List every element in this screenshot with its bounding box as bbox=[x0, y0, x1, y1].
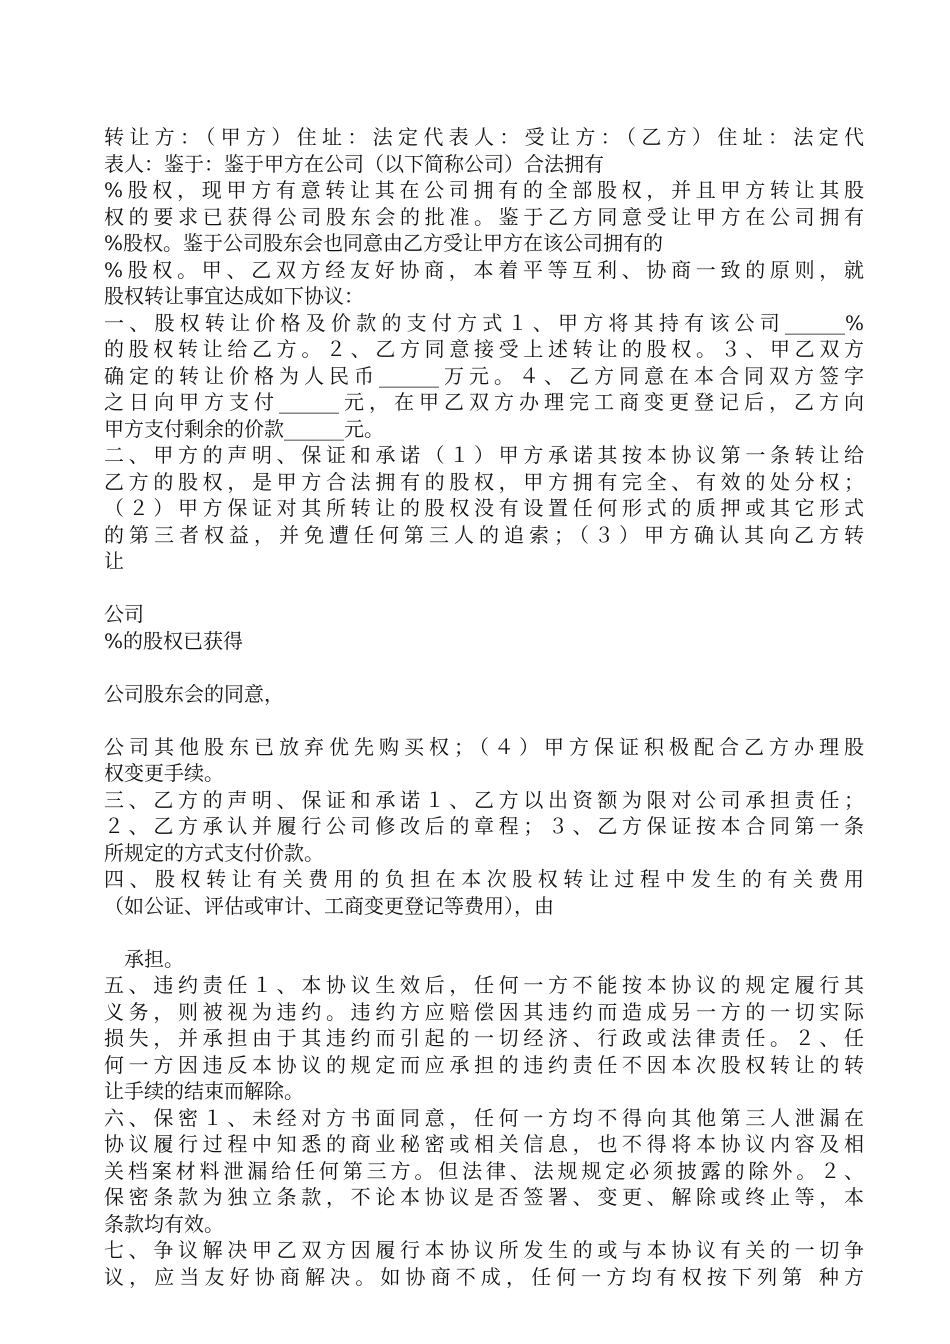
document-line: 五、违约责任１、本协议生效后，任何一方不能按本协议的规定履行其 bbox=[104, 973, 864, 997]
document-line: %股权，现甲方有意转让其在公司拥有的全部股权，并且甲方转让其股 bbox=[104, 178, 864, 202]
document-line: 权的要求已获得公司股东会的批准。鉴于乙方同意受让甲方在公司拥有 bbox=[104, 204, 864, 229]
document-line: 三、乙方的声明、保证和承诺１、乙方以出资额为限对公司承担责任； bbox=[104, 787, 864, 812]
document-line: 何一方因违反本协议的规定而应承担的违约责任不因本次股权转让的转 bbox=[104, 1052, 864, 1077]
document-line: 权变更手续。 bbox=[104, 761, 224, 785]
document-line: %的股权已获得 bbox=[104, 628, 244, 653]
document-line: （如公证、评估或审计、工商变更登记等费用），由 bbox=[104, 893, 554, 918]
blank-line bbox=[104, 919, 864, 946]
document-line: 转让方：（甲方）住址：法定代表人：受让方：（乙方）住址：法定代 bbox=[104, 125, 864, 149]
document-line: 让 bbox=[104, 549, 124, 573]
document-line: 七、争议解决甲乙双方因履行本协议所发生的或与本协议有关的一切争 bbox=[104, 1238, 864, 1262]
document-line: 条款均有效。 bbox=[104, 1211, 224, 1236]
document-line: 所规定的方式支付价款。 bbox=[104, 840, 324, 865]
document-line: 表人：鉴于：鉴于甲方在公司（以下简称公司）合法拥有 bbox=[104, 151, 604, 176]
document-line: 公司股东会的同意， bbox=[104, 681, 284, 706]
document-line: 议，应当友好协商解决。如协商不成，任何一方均有权按下列第 种方 bbox=[104, 1264, 864, 1289]
blank-line bbox=[104, 575, 864, 602]
document-line: 义务，则被视为违约。违约方应赔偿因其违约而造成另一方的一切实际 bbox=[104, 999, 864, 1024]
document-line: 保密条款为独立条款，不论本协议是否签署、变更、解除或终止等，本 bbox=[104, 1185, 864, 1209]
document-line: 让手续的结束而解除。 bbox=[104, 1079, 304, 1103]
document-line: 之日向甲方支付______元，在甲乙双方办理完工商变更登记后，乙方向 bbox=[104, 390, 864, 414]
document-line: 确定的转让价格为人民币______万元。４、乙方同意在本合同双方签字 bbox=[104, 363, 864, 388]
document-line: 六、保密１、未经对方书面同意，任何一方均不得向其他第三人泄漏在 bbox=[104, 1105, 864, 1130]
document-line: 协议履行过程中知悉的商业秘密或相关信息，也不得将本协议内容及相 bbox=[104, 1132, 864, 1156]
document-line: 股权转让事宜达成如下协议： bbox=[104, 284, 364, 308]
document-line: （２）甲方保证对其所转让的股权没有设置任何形式的质押或其它形式 bbox=[104, 496, 864, 520]
document-line: 的股权转让给乙方。２、乙方同意接受上述转让的股权。３、甲乙双方 bbox=[104, 337, 864, 361]
blank-line bbox=[104, 707, 864, 734]
document-line: 公司 bbox=[104, 602, 144, 626]
document-line: 承担。 bbox=[104, 946, 184, 971]
document-line: %股权。鉴于公司股东会也同意由乙方受让甲方在该公司拥有的 bbox=[104, 231, 664, 255]
document-line: 乙方的股权，是甲方合法拥有的股权，甲方拥有完全、有效的处分权； bbox=[104, 469, 864, 494]
document-line: 甲方支付剩余的价款______元。 bbox=[104, 416, 384, 441]
document-line: 公司其他股东已放弃优先购买权；（４）甲方保证积极配合乙方办理股 bbox=[104, 734, 864, 759]
document-line: 损失，并承担由于其违约而引起的一切经济、行政或法律责任。２、任 bbox=[104, 1026, 864, 1050]
document-line: 四、股权转让有关费用的负担在本次股权转让过程中发生的有关费用 bbox=[104, 867, 864, 891]
blank-line bbox=[104, 654, 864, 681]
document-line: %股权。甲、乙双方经友好协商，本着平等互利、协商一致的原则，就 bbox=[104, 257, 864, 282]
document-line: 关档案材料泄漏给任何第三方。但法律、法规规定必须披露的除外。２、 bbox=[104, 1158, 864, 1183]
document-line: 的第三者权益，并免遭任何第三人的追索；（３）甲方确认其向乙方转 bbox=[104, 522, 864, 547]
document-line: 二、甲方的声明、保证和承诺（１）甲方承诺其按本协议第一条转让给 bbox=[104, 443, 864, 467]
document-line: ２、乙方承认并履行公司修改后的章程；３、乙方保证按本合同第一条 bbox=[104, 814, 864, 838]
document-line: 一、股权转让价格及价款的支付方式１、甲方将其持有该公司______% bbox=[104, 310, 864, 335]
document-body bbox=[104, 124, 864, 1290]
